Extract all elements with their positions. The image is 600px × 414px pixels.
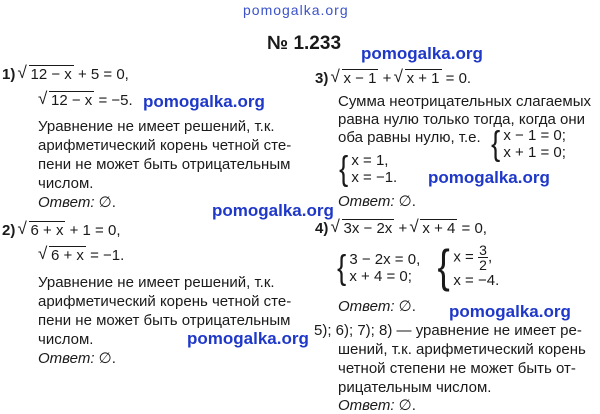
problem-1-answer: Ответ: ∅. — [38, 194, 116, 211]
brace: { — [337, 249, 347, 287]
sqrt: √ 3x − 2x — [333, 220, 395, 237]
problem-number: 2) — [2, 222, 16, 239]
sqrt: √ 6 + x — [20, 222, 66, 239]
fraction: $\frac{3}{2}$ — [479, 242, 487, 273]
problem-1-equation: 1) √ 12 − x + 5 = 0, — [2, 66, 129, 83]
problem-3-explanation: Сумма неотрицательных слагаемых равна нулю только тогда, когда они оба равны нулю, т.е. — [338, 93, 591, 146]
problem-3-system-2: { x = 1, x = −1. — [339, 150, 398, 188]
problem-1-explanation: Уравнение не имеет решений, т.к. арифметический корень четной сте- пени не может быть отрицательным числом. — [38, 118, 292, 192]
problem-3-equation: 3) √ x − 1 + √ x + 1 = 0. — [315, 70, 471, 87]
brace: { — [339, 150, 349, 188]
problem-1-equation-2: √ 12 − x = −5. — [40, 92, 133, 109]
watermark: pomogalka.org — [187, 329, 309, 348]
problem-3-answer: Ответ: ∅. — [338, 193, 416, 210]
brace: { — [491, 125, 501, 163]
problem-2-answer: Ответ: ∅. — [38, 350, 116, 367]
watermark-top: pomogalka.org — [243, 2, 349, 18]
watermark: pomogalka.org — [428, 168, 550, 187]
problem-2-equation: 2) √ 6 + x + 1 = 0, — [2, 222, 121, 239]
watermark: pomogalka.org — [449, 302, 571, 321]
problem-3-system-1: { x − 1 = 0; x + 1 = 0; — [491, 125, 566, 163]
problem-4-system-2: { x = $\frac{3}{2}$ , x = −4. — [437, 240, 500, 292]
problem-4-equation: 4) √ 3x − 2x + √ x + 4 = 0, — [315, 220, 487, 237]
problems-5-8-explanation: 5); 6); 7); 8) — уравнение не имеет ре- шений, т.к. арифметический корень четной степени не может быть от- рицательным числом. — [314, 322, 586, 396]
problem-4-system-1: { 3 − 2x = 0, x + 4 = 0; — [337, 249, 421, 287]
watermark: pomogalka.org — [212, 201, 334, 220]
brace: { — [437, 240, 450, 292]
watermark: pomogalka.org — [143, 92, 265, 111]
sqrt: √ 12 − x — [40, 92, 94, 109]
page-title: № 1.233 — [267, 33, 342, 54]
watermark: pomogalka.org — [361, 44, 483, 63]
sqrt: √ x − 1 — [333, 70, 379, 87]
problem-4-answer: Ответ: ∅. — [338, 298, 416, 315]
problem-2-equation-2: √ 6 + x = −1. — [40, 247, 124, 264]
problem-2-explanation: Уравнение не имеет решений, т.к. арифметический корень четной сте- пени не может быть отрицательным числом. — [38, 274, 292, 348]
sqrt: √ 6 + x — [40, 247, 86, 264]
problem-number: 1) — [2, 66, 16, 83]
problem-number: 4) — [315, 220, 329, 237]
problem-number: 3) — [315, 70, 329, 87]
sqrt: √ x + 1 — [396, 70, 442, 87]
sqrt: √ x + 4 — [411, 220, 457, 237]
sqrt: √ 12 − x — [20, 66, 74, 83]
problems-5-8-answer: Ответ: ∅. — [338, 397, 416, 414]
